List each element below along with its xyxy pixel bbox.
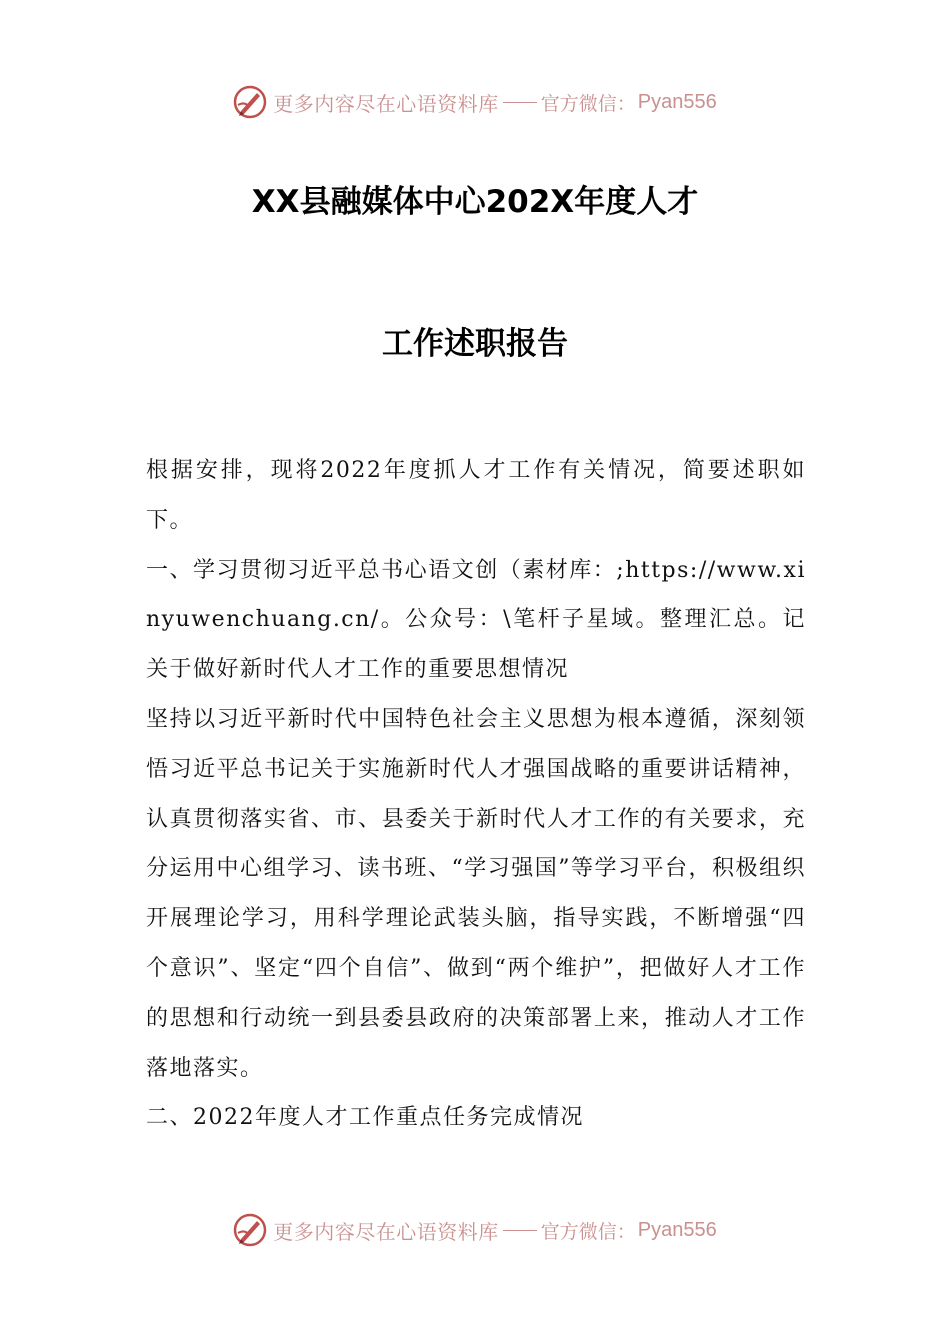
watermark-separator bbox=[503, 1230, 537, 1231]
document-title-line2: 工作述职报告 bbox=[382, 326, 568, 362]
footer-watermark bbox=[0, 1210, 950, 1250]
paragraph: 坚持以习近平新时代中国特色社会主义思想为根本遵循，深刻领悟习近平总书记关于实施新时代人才强国战略的重要讲话精神，认真贯彻落实省、市、县委关于新时代人才工作的有关要求，充分运用中心组学习、读书班、“学习强国”等学习平台，积极组织开展理论学习，用科学理论武装头脑，指导实践，不断增强“四个意识”、坚定“四个自信”、做到“两个维护”，把做好人才工作的思想和行动统一到县委县政府的决策部署上来，推动人才工作落地落实。 bbox=[146, 706, 806, 1081]
paragraph: 一、学习贯彻习近平总书心语文创（素材库：;https://www.xinyuwenchuang.cn/。公众号：\笔杆子星域。整理汇总。记关于做好新时代人才工作的重要思想情况 bbox=[146, 557, 806, 683]
pen-logo-icon bbox=[233, 85, 267, 119]
paragraph: 根据安排，现将2022年度抓人才工作有关情况，简要述职如下。 bbox=[146, 458, 806, 533]
document-title-line1: XX县融媒体中心202X年度人才 bbox=[251, 184, 699, 220]
header-watermark bbox=[0, 82, 950, 122]
wechat-id: Pyan556 bbox=[637, 90, 717, 113]
watermark-text: 更多内容尽在心语资料库 bbox=[273, 1219, 499, 1244]
wechat-label: 官方微信： bbox=[540, 92, 636, 115]
paragraph: 二、2022年度人才工作重点任务完成情况 bbox=[146, 1105, 584, 1131]
wechat-id: Pyan556 bbox=[637, 1218, 717, 1241]
watermark-separator bbox=[503, 102, 537, 103]
pen-logo-icon bbox=[233, 1213, 267, 1247]
wechat-label: 官方微信： bbox=[540, 1220, 636, 1243]
watermark-text: 更多内容尽在心语资料库 bbox=[273, 91, 499, 116]
document-body bbox=[146, 446, 806, 1143]
